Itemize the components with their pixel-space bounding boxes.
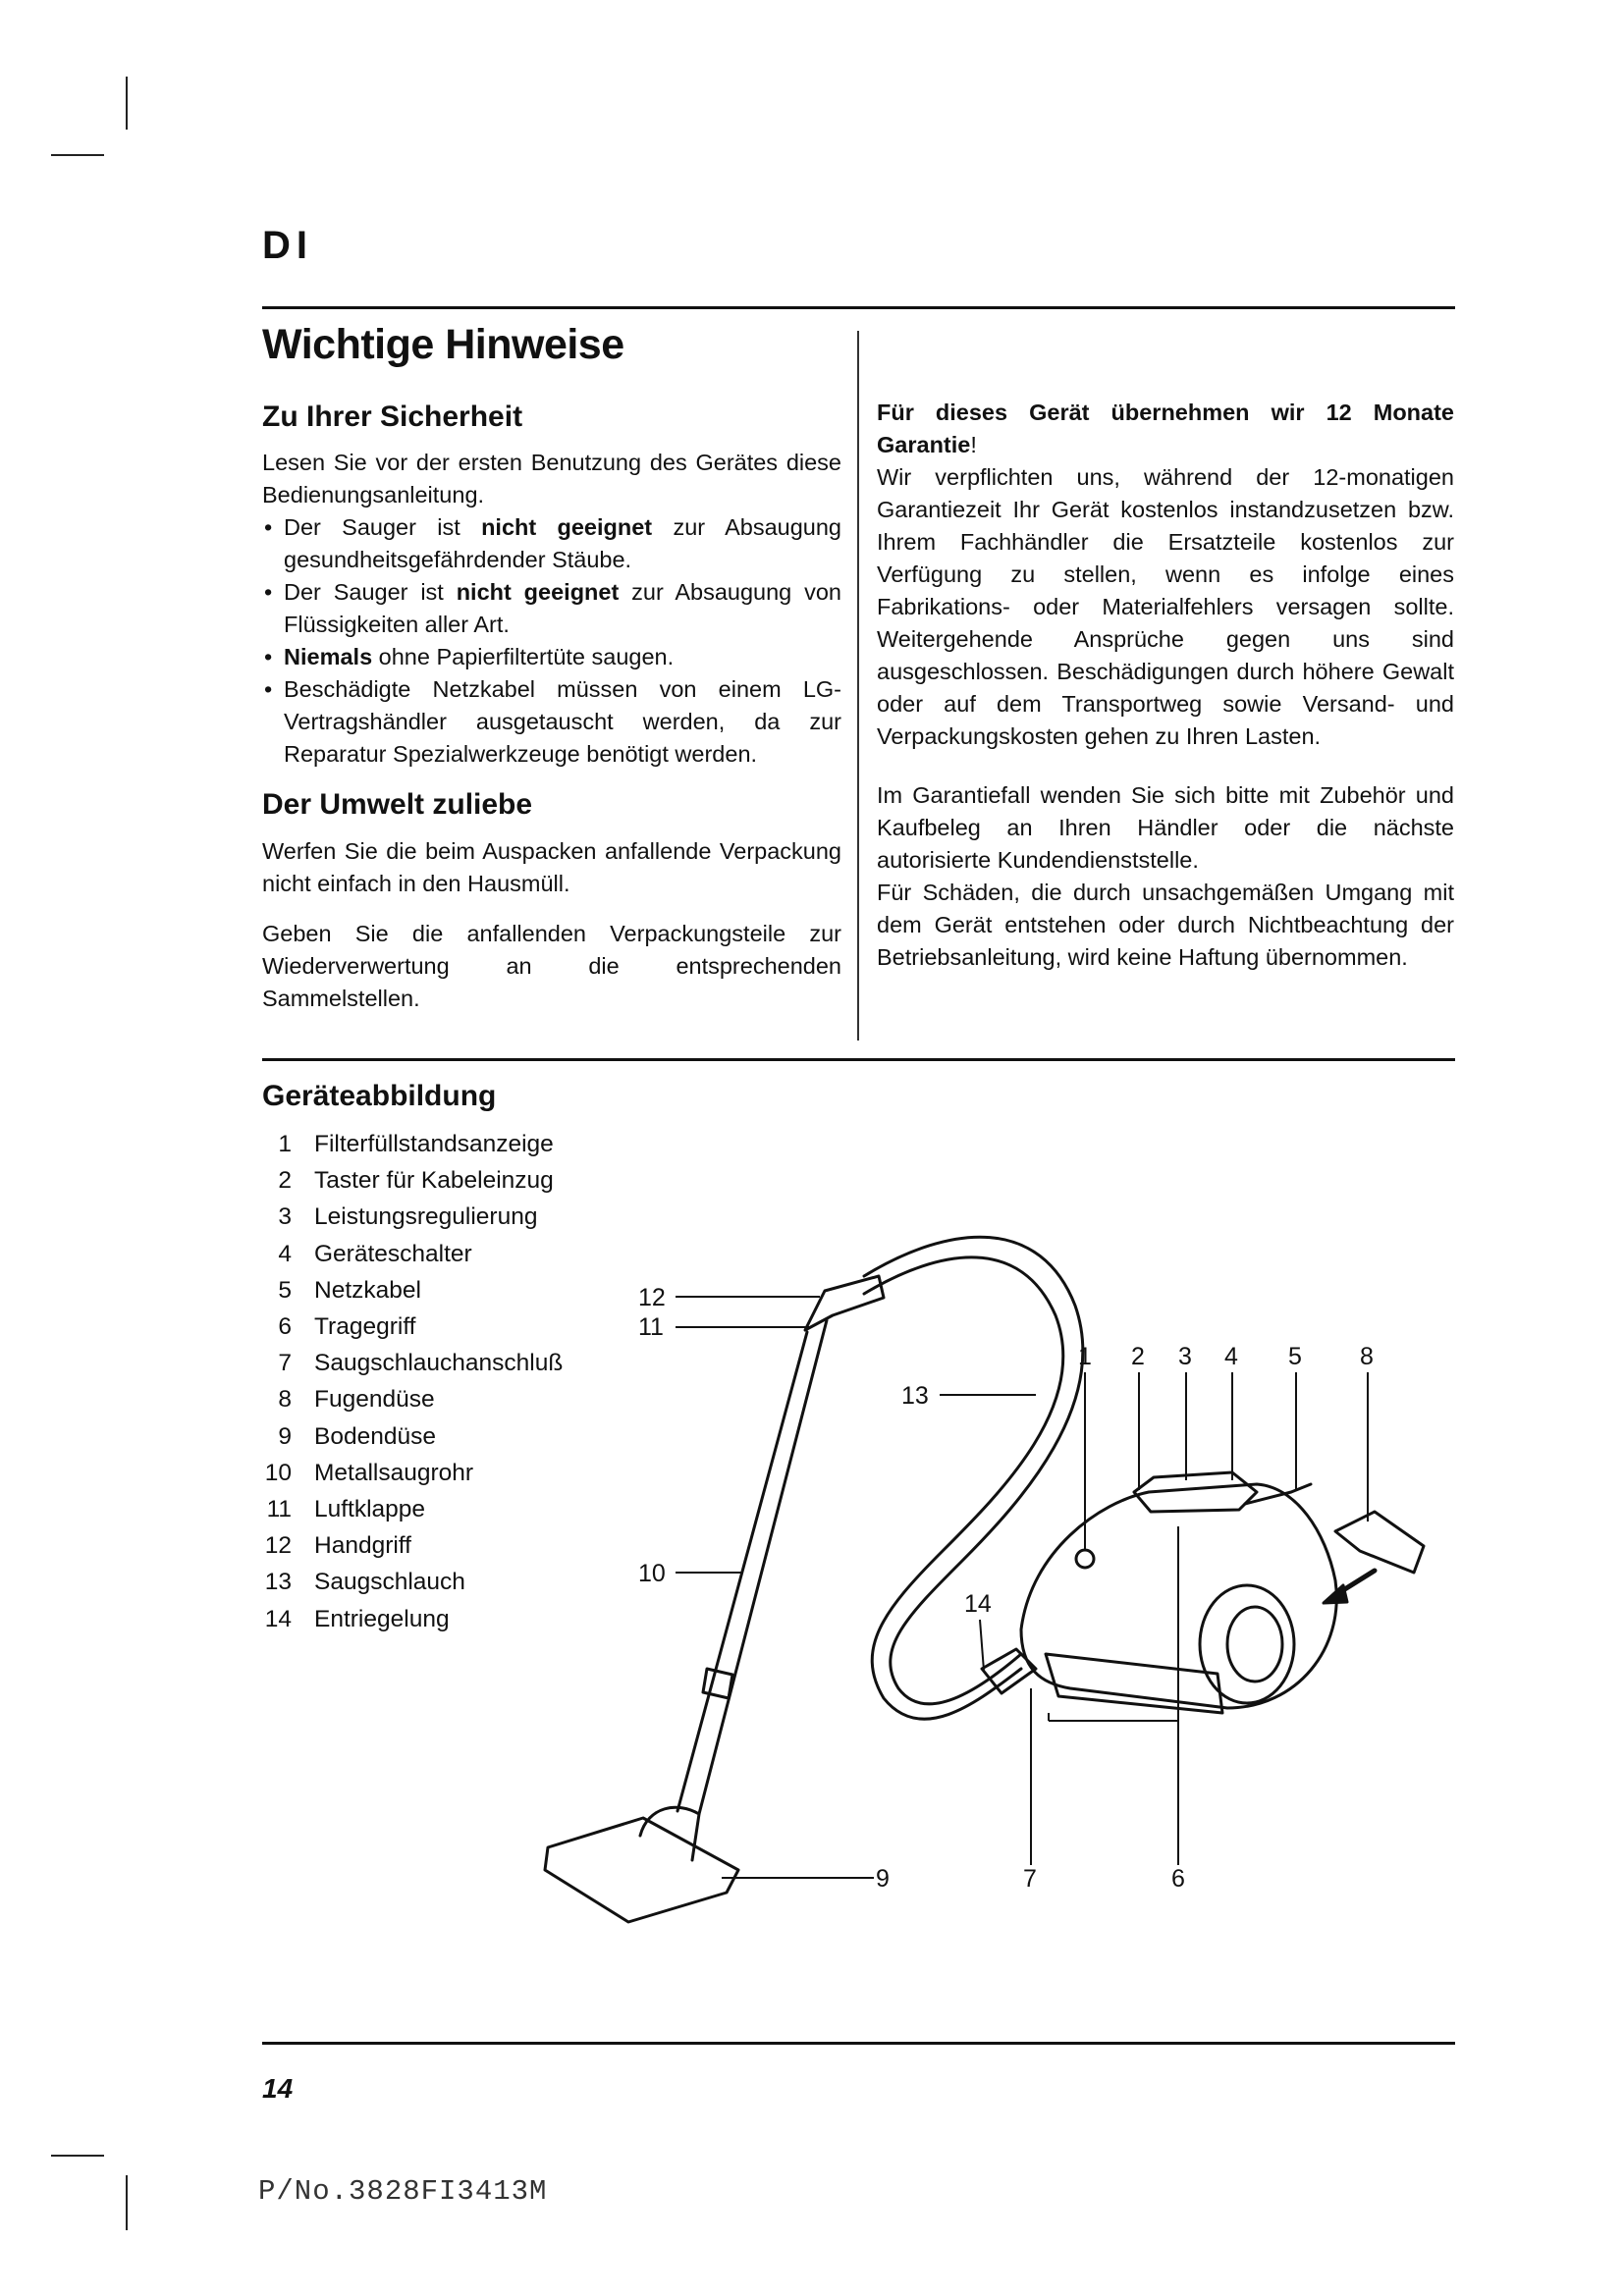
callout-12: 12	[638, 1284, 666, 1311]
metal-tube-2	[699, 1320, 827, 1814]
safety-item-4: • Beschädigte Netzkabel müssen von einem LG-Vertragshändler ausgetauscht werden, da zur Reparatur Spezialwerkzeuge benötigt werden.	[262, 673, 841, 771]
warranty-heading: Für dieses Gerät übernehmen wir 12 Monate Garantie!	[877, 400, 1454, 457]
callout-10: 10	[638, 1560, 666, 1587]
list-item: 7 Saugschlauchanschluß	[278, 1350, 564, 1377]
crevice-tool	[1335, 1512, 1424, 1573]
page-title: Wichtige Hinweise	[262, 321, 624, 368]
hose-connector	[982, 1649, 1036, 1693]
warranty-para-3: Für Schäden, die durch unsachgemäßen Umgang mit dem Gerät entstehen oder durch Nichtbeachtung der Betriebsanleitung, wird keine Haftung übernommen.	[877, 880, 1454, 970]
list-item: 5 Netzkabel	[278, 1276, 421, 1304]
list-item: 3 Leistungsregulierung	[278, 1203, 538, 1231]
list-item: 11 Luftklappe	[266, 1496, 426, 1523]
warranty-para-2: Im Garantiefall wenden Sie sich bitte mit Zubehör und Kaufbeleg an Ihren Händler oder die nächste autorisierte Kundendienststelle.	[877, 782, 1454, 873]
environment-para-2: Geben Sie die anfallenden Verpackungsteile zur Wiederverwertung an die entsprechenden Sammelstellen.	[262, 921, 841, 1011]
callout-7: 7	[1023, 1865, 1037, 1893]
safety-heading: Zu Ihrer Sicherheit	[262, 400, 523, 433]
list-item: 6 Tragegriff	[278, 1313, 416, 1341]
environment-para-1: Werfen Sie die beim Auspacken anfallende Verpackung nicht einfach in den Hausmüll.	[262, 838, 841, 896]
list-item: 4 Geräteschalter	[278, 1240, 472, 1267]
callout-9: 9	[876, 1865, 890, 1893]
list-item: 13 Saugschlauch	[264, 1569, 465, 1596]
callout-2: 2	[1131, 1343, 1145, 1370]
callout-11: 11	[638, 1313, 664, 1341]
safety-item-3: • Niemals ohne Papierfiltertüte saugen.	[262, 641, 841, 673]
list-item: 1 Filterfüllstandsanzeige	[278, 1131, 554, 1157]
language-code: DI	[262, 224, 313, 267]
parts-heading: Geräteabbildung	[262, 1080, 497, 1112]
environment-heading: Der Umwelt zuliebe	[262, 788, 533, 821]
list-item: 14 Entriegelung	[264, 1605, 450, 1632]
hose	[864, 1257, 1063, 1719]
safety-item-2: • Der Sauger ist nicht geeignet zur Absaugung von Flüssigkeiten aller Art.	[262, 576, 841, 641]
footer-rule	[262, 2042, 1455, 2045]
tube-joint	[703, 1669, 732, 1698]
list-item: 10 Metallsaugrohr	[264, 1459, 474, 1486]
callout-14: 14	[964, 1590, 992, 1618]
wheel-hub	[1227, 1607, 1282, 1682]
handgrip	[805, 1276, 884, 1330]
callout-1: 1	[1078, 1343, 1092, 1370]
wheel	[1200, 1585, 1294, 1703]
part-number: P/No.3828FI3413M	[258, 2175, 548, 2208]
list-item: 12 Handgriff	[264, 1532, 411, 1560]
callout-5: 5	[1288, 1343, 1302, 1370]
safety-intro: Lesen Sie vor der ersten Benutzung des Gerätes diese Bedienungsanleitung.	[262, 450, 841, 507]
callout-8: 8	[1360, 1343, 1374, 1370]
callout-13: 13	[901, 1382, 929, 1410]
list-item: 2 Taster für Kabeleinzug	[278, 1167, 554, 1195]
page-number: 14	[262, 2073, 294, 2104]
callout-4: 4	[1224, 1343, 1238, 1370]
filter-indicator	[1076, 1550, 1094, 1568]
list-item: 8 Fugendüse	[278, 1386, 435, 1414]
safety-item-1: • Der Sauger ist nicht geeignet zur Absaugung gesundheitsgefährdender Stäube.	[262, 511, 841, 576]
list-item: 9 Bodendüse	[278, 1422, 436, 1450]
callout-6: 6	[1171, 1865, 1185, 1893]
callout-3: 3	[1178, 1343, 1192, 1370]
warranty-para-1: Wir verpflichten uns, während der 12-monatigen Garantiezeit Ihr Gerät kostenlos instandzusetzen bzw. Ihrem Fachhändler die Ersatzteile kostenlos zur Verfügung zu stellen, wenn es infolge eines Fabrikations- oder Materialfehlers versagen sollte. Weitergehende Ansprüche gegen uns sind ausgeschlossen. Beschädigungen durch höhere Gewalt oder auf dem Transportweg sowie Versand- und Verpackungskosten gehen zu Ihren Lasten.	[877, 464, 1454, 749]
